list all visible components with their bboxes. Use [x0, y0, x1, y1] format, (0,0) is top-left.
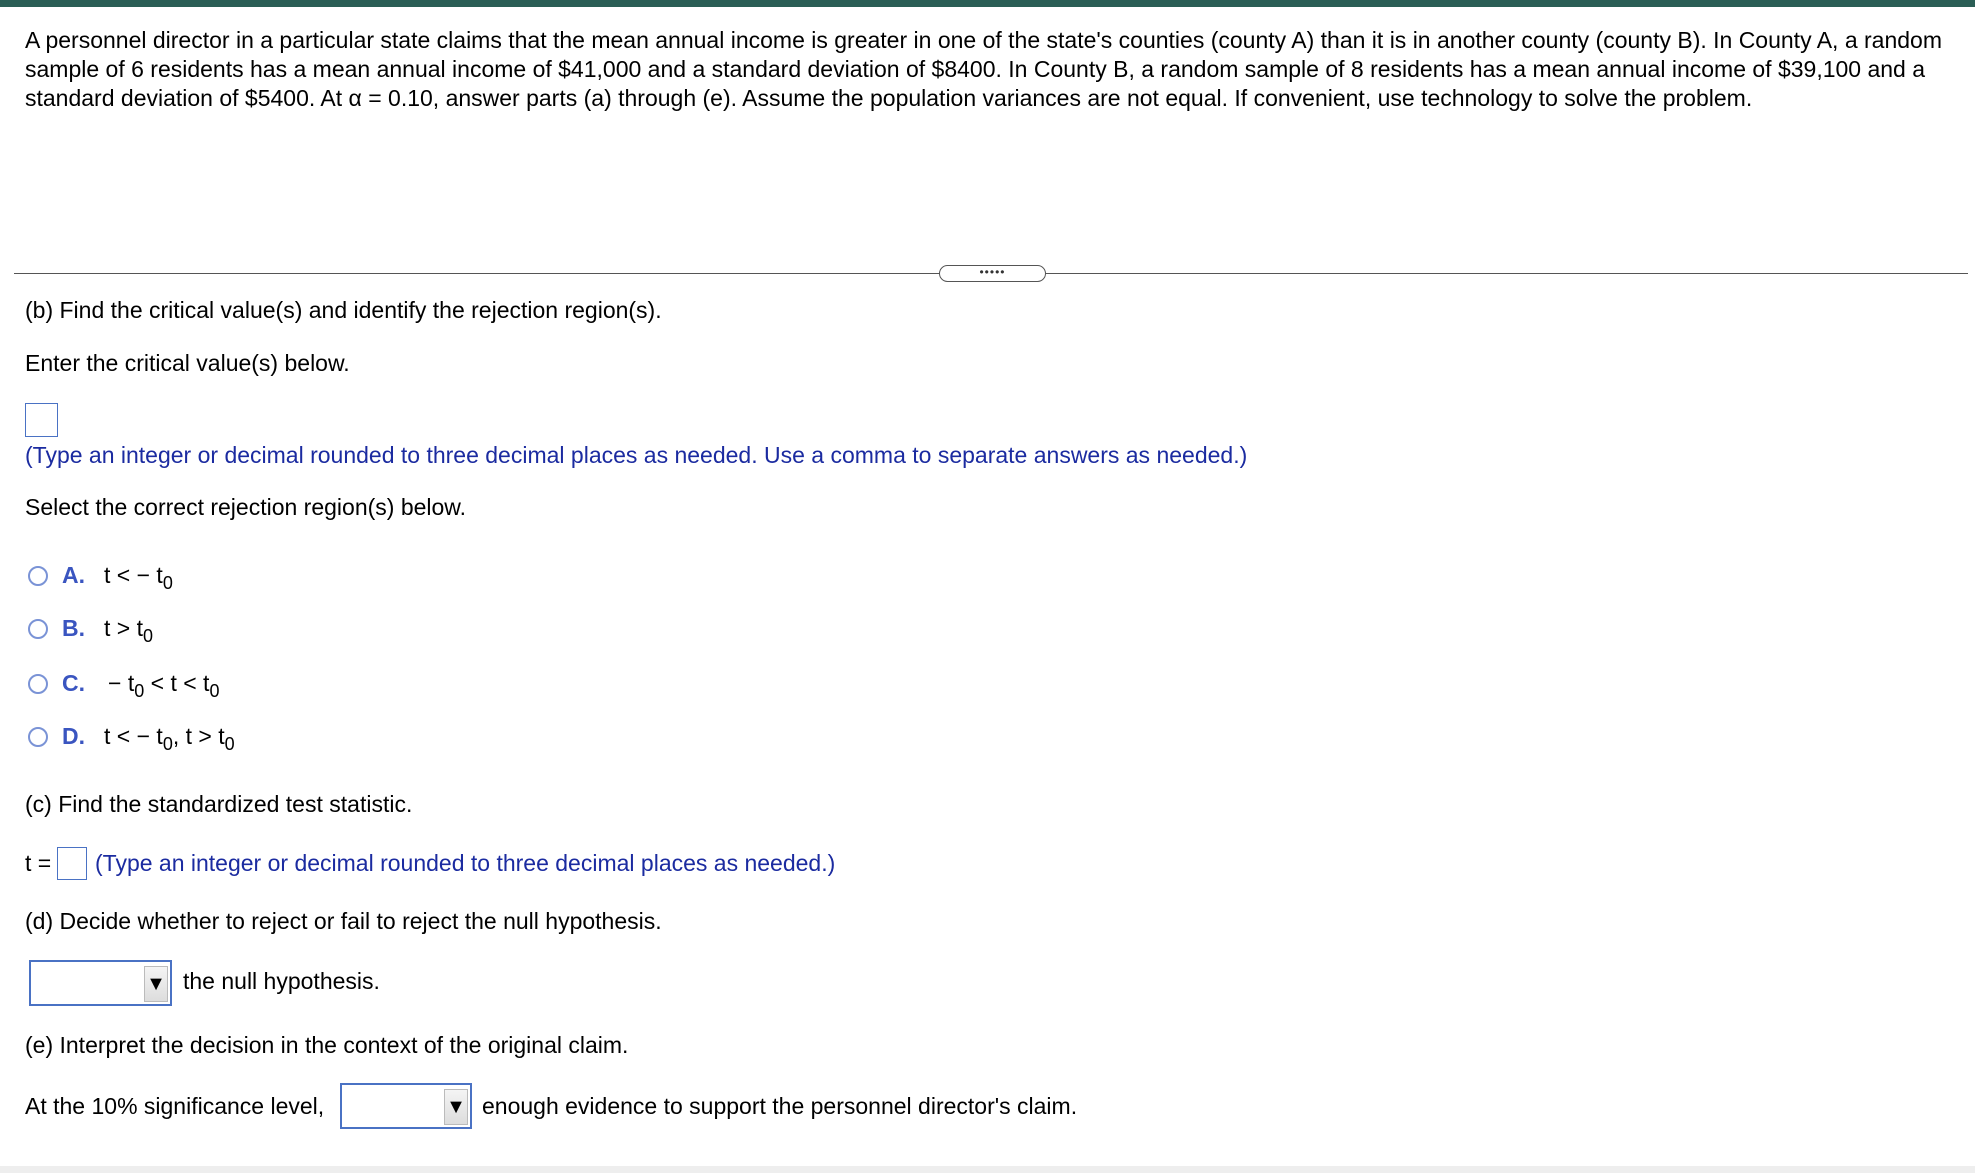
decision-dropdown[interactable] — [29, 960, 172, 1006]
option-text: t < − $t_0$ — [104, 562, 173, 593]
option-letter: B. — [62, 615, 85, 641]
option-letter: C. — [62, 670, 85, 696]
enter-critical-label: Enter the critical value(s) below. — [25, 350, 350, 376]
top-bar — [0, 0, 1975, 7]
option-text: $t > t_0$ — [104, 615, 154, 646]
select-region-label: Select the correct rejection region(s) below. — [25, 494, 467, 520]
interpretation-dropdown[interactable] — [340, 1083, 472, 1129]
critical-value-input[interactable] — [25, 403, 58, 437]
interpretation-prefix: At the 10% significance level, — [25, 1093, 325, 1119]
option-text: t < − $t_0$, $t > t_0$ — [104, 723, 235, 754]
option-text: − $t_0 < t < t_0$ — [108, 670, 220, 701]
interpretation-suffix: enough evidence to support the personnel director's claim. — [482, 1093, 1078, 1119]
divider-handle[interactable]: ••••• — [939, 265, 1046, 282]
radio-b[interactable] — [28, 619, 48, 639]
option-letter: A. — [62, 562, 85, 588]
part-e-heading: (e) Interpret the decision in the context of the original claim. — [25, 1032, 629, 1058]
test-statistic-hint: (Type an integer or decimal rounded to three decimal places as needed.) — [95, 850, 836, 876]
part-d-heading: (d) Decide whether to reject or fail to reject the null hypothesis. — [25, 908, 662, 934]
chevron-down-icon[interactable]: ▼ — [444, 1089, 468, 1125]
radio-d[interactable] — [28, 727, 48, 747]
chevron-down-icon[interactable]: ▼ — [144, 966, 168, 1002]
t-label: t = — [25, 850, 52, 876]
test-statistic-input[interactable] — [57, 847, 87, 880]
radio-c[interactable] — [28, 674, 48, 694]
part-b-heading: (b) Find the critical value(s) and identify the rejection region(s). — [25, 297, 662, 323]
critical-value-hint: (Type an integer or decimal rounded to three decimal places as needed. Use a comma to separate answers as needed.) — [25, 442, 1248, 468]
decision-suffix: the null hypothesis. — [183, 968, 380, 994]
part-c-heading: (c) Find the standardized test statistic. — [25, 791, 413, 817]
option-letter: D. — [62, 723, 85, 749]
bottom-bar — [0, 1166, 1975, 1173]
radio-a[interactable] — [28, 566, 48, 586]
problem-statement: A personnel director in a particular state claims that the mean annual income is greater in one of the state's counties (county A) than it is in another county (county B). In County A, a random sample of 6 residents has a mean annual income of $41,000 and a standard deviation of $8400. In County B, a random sample of 8 residents has a mean annual income of $39,100 and a standard deviation of $5400. At α = 0.10, answer parts (a) through (e). Assume the population variances are not equal. If convenient, use technology to solve the problem. — [25, 27, 1942, 111]
